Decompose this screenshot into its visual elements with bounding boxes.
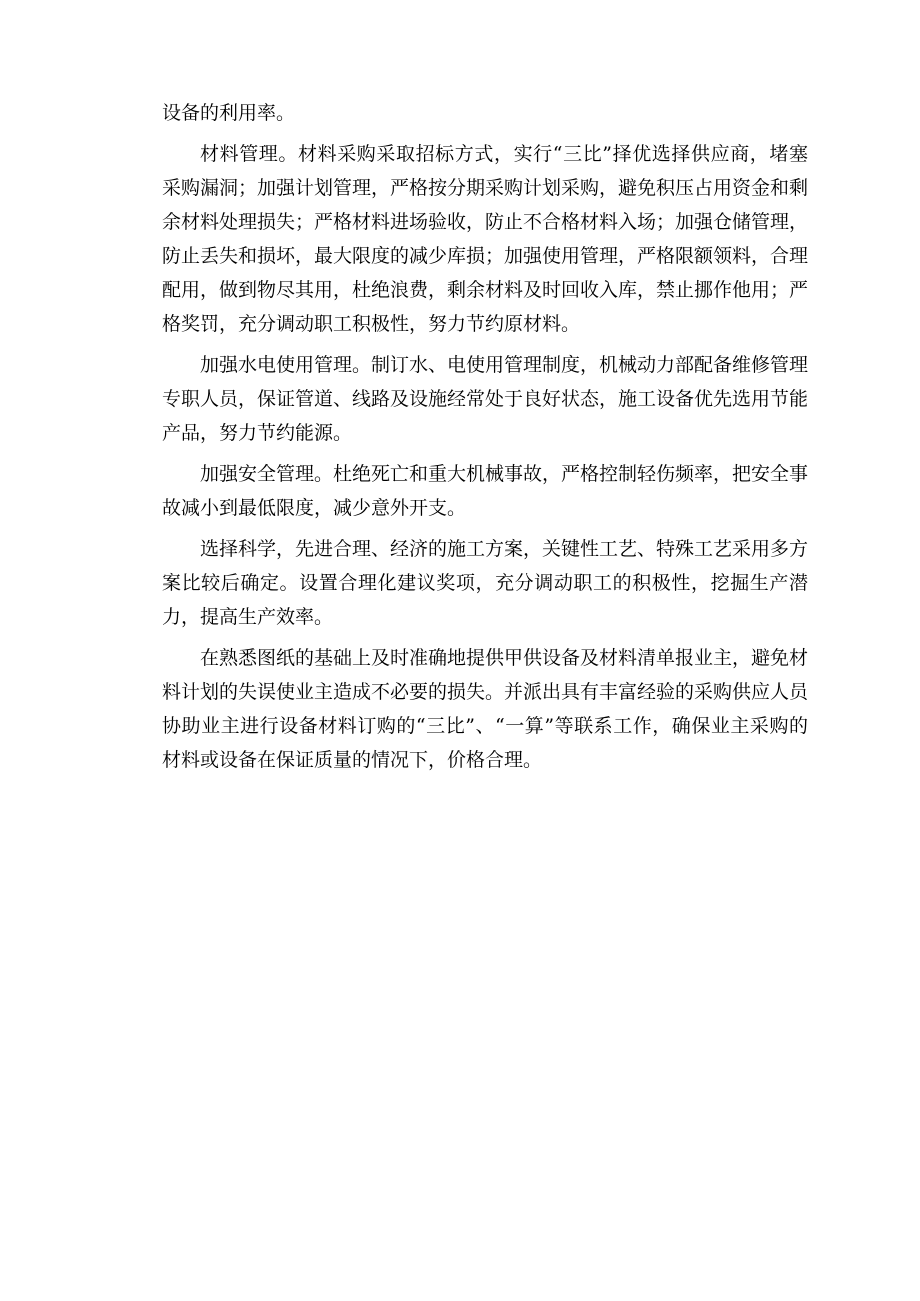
paragraph-continuation: 设备的利用率。: [162, 102, 296, 124]
paragraph-construction-plan: 选择科学，先进合理、经济的施工方案，关键性工艺、特殊工艺采用多方案比较后确定。设置合理化建议奖项，充分调动职工的积极性，挖掘生产潜力，提高生产效率。: [162, 538, 809, 628]
paragraph-safety-management: 加强安全管理。杜绝死亡和重大机械事故，严格控制轻伤频率，把安全事故减小到最低限度，减少意外开支。: [162, 463, 809, 519]
paragraph-utilities-management: 加强水电使用管理。制订水、电使用管理制度，机械动力部配备维修管理专职人员，保证管道、线路及设施经常处于良好状态，施工设备优先选用节能产品，努力节约能源。: [162, 354, 809, 444]
paragraph-materials-management: 材料管理。材料采购采取招标方式，实行“三比”择优选择供应商，堵塞采购漏洞；加强计划管理，严格按分期采购计划采购，避免积压占用资金和剩余材料处理损失；严格材料进场验收，防止不合格材料入场；加强仓储管理，防止丢失和损坏，最大限度的减少库损；加强使用管理，严格限额领料，合理配用，做到物尽其用，杜绝浪费，剩余材料及时回收入库，禁止挪作他用；严格奖罚，充分调动职工积极性，努力节约原材料。: [162, 143, 809, 335]
paragraph-owner-supply: 在熟悉图纸的基础上及时准确地提供甲供设备及材料清单报业主，避免材料计划的失误使业主造成不必要的损失。并派出具有丰富经验的采购供应人员协助业主进行设备材料订购的“三比”、“一算”等联系工作，确保业主采购的材料或设备在保证质量的情况下，价格合理。: [162, 647, 809, 771]
document-page: [162, 96, 808, 784]
